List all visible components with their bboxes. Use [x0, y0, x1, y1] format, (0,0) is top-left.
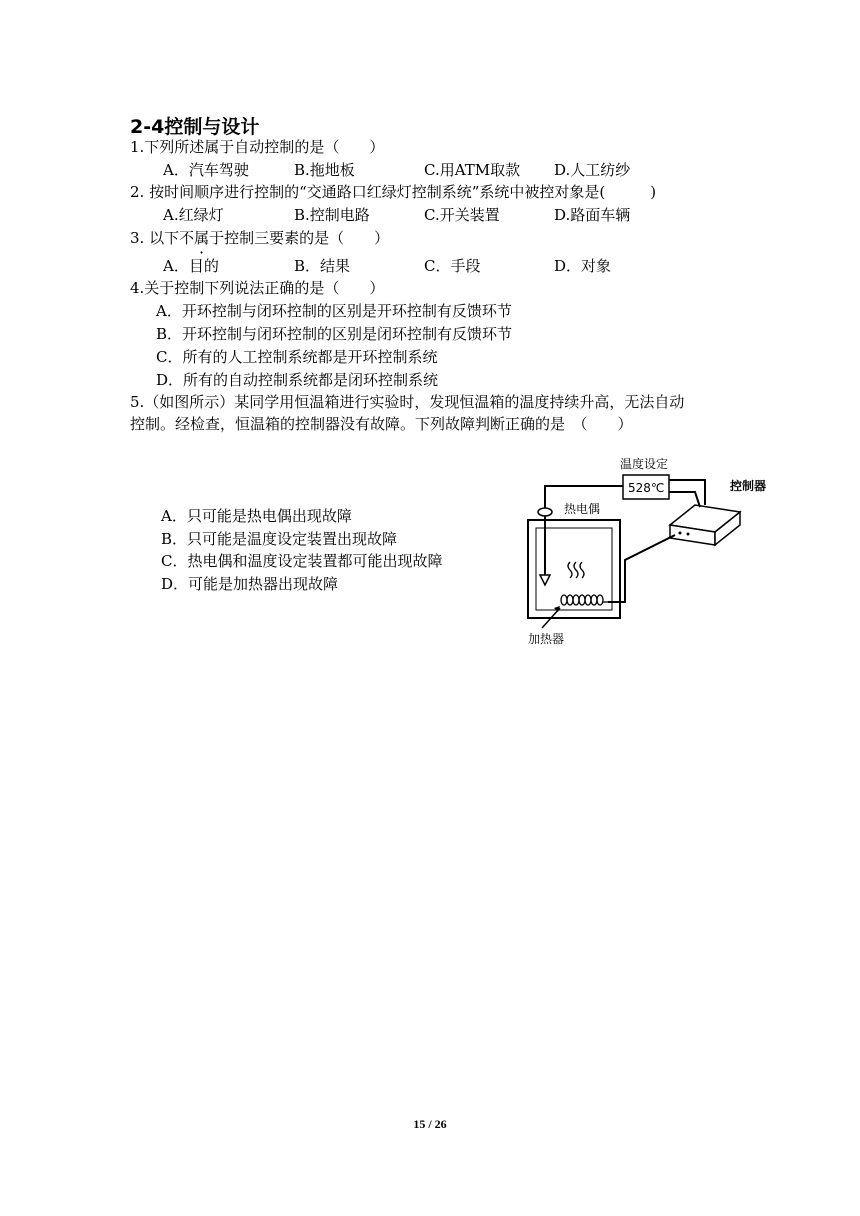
q1-option-b: B.拖地板	[294, 161, 355, 179]
thermocouple-label: 热电偶	[564, 502, 601, 516]
question-1-stem: 1.下列所述属于自动控制的是（ ）	[130, 138, 385, 156]
heater-coil	[561, 595, 608, 605]
q3-option-b: B．结果	[294, 257, 351, 275]
q5-option-d: D．可能是加热器出现故障	[161, 575, 339, 593]
temp-setting-label: 温度设定	[620, 457, 669, 471]
question-4-stem: 4.关于控制下列说法正确的是（ ）	[130, 279, 385, 297]
q2-option-d: D.路面车辆	[554, 206, 631, 224]
q3-option-a: A．目的	[163, 257, 219, 275]
q3-stem-emphasis: 不属于	[179, 229, 225, 247]
q1-option-a: A．汽车驾驶	[163, 161, 249, 179]
q3-option-c: C．手段	[424, 257, 481, 275]
q1-option-c: C.用ATM取款	[424, 161, 521, 179]
question-3-stem	[130, 228, 389, 248]
q3-stem-prefix: 3. 以下	[130, 229, 180, 247]
heater-label: 加热器	[528, 632, 565, 646]
controller-box	[670, 505, 740, 545]
temp-display	[623, 475, 669, 499]
q3-option-d: D．对象	[554, 257, 612, 275]
q3-stem-suffix: 控制三要素的是（ ）	[224, 229, 390, 247]
thermostat-diagram	[510, 450, 790, 650]
q5-option-c: C．热电偶和温度设定装置都可能出现故障	[161, 552, 443, 570]
temp-display-value: 528℃	[628, 481, 665, 495]
q1-option-d: D.人工纺纱	[554, 161, 631, 179]
q4-option-d: D．所有的自动控制系统都是闭环控制系统	[156, 371, 439, 389]
q2-option-b: B.控制电路	[294, 206, 370, 224]
q2-option-a: A.红绿灯	[163, 206, 224, 224]
question-5-stem-line2: 控制。经检查，恒温箱的控制器没有故障。下列故障判断正确的是 （ ）	[130, 415, 633, 433]
q2-option-c: C.开关装置	[424, 206, 500, 224]
section-title: 2-4控制与设计	[130, 116, 260, 138]
q5-option-a: A．只可能是热电偶出现故障	[161, 507, 352, 525]
question-5-stem-line1: 5.（如图所示）某同学用恒温箱进行实验时，发现恒温箱的温度持续升高，无法自动	[130, 393, 685, 411]
heat-waves	[568, 562, 584, 578]
q4-option-b: B．开环控制与闭环控制的区别是闭环控制有反馈环节	[156, 325, 513, 343]
q4-option-c: C．所有的人工控制系统都是开环控制系统	[156, 348, 438, 366]
question-2-stem: 2. 按时间顺序进行控制的“交通路口红绿灯控制系统”系统中被控对象是( )	[130, 183, 657, 201]
page-number: 15 / 26	[413, 1117, 447, 1131]
q5-option-b: B．只可能是温度设定装置出现故障	[161, 530, 398, 548]
q4-option-a: A．开环控制与闭环控制的区别是开环控制有反馈环节	[156, 302, 512, 320]
controller-label: 控制器	[730, 479, 767, 493]
